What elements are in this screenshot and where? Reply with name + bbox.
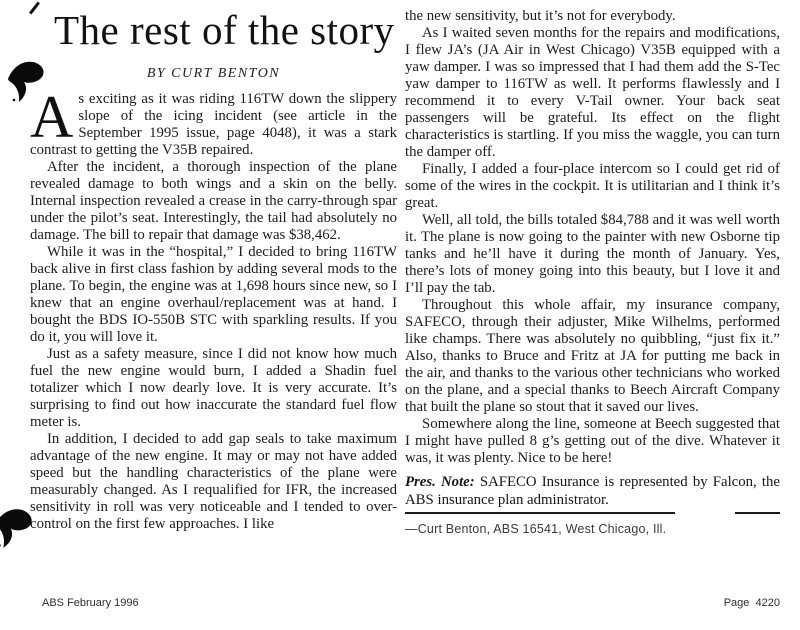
rule-segment — [735, 512, 780, 514]
paragraph: Finally, I added a four-place intercom so I could get rid of some of the wires in the cockpit. It is utilitarian and I think it’s great. — [405, 161, 780, 211]
left-column — [30, 6, 397, 533]
paragraph-text: s exciting as it was riding 116TW down the slippery slope of the icing incident (see article in the September 1995 issue, page 4048), it was a stark contrast to getting the V35B repaired. — [30, 91, 397, 158]
pres-note-label: Pres. Note: — [405, 474, 475, 490]
paragraph: Somewhere along the line, someone at Beech suggested that I might have pulled 8 g’s getting out of the dive. Whatever it was, it was plenty. Nice to be here! — [405, 416, 780, 466]
note-divider-rule — [405, 512, 780, 514]
pres-note — [405, 474, 780, 509]
paragraph: Well, all told, the bills totaled $84,788 and it was well worth it. The plane is now going to the painter with new Osborne tip tanks and he’ll have it during the month of January. Yes, there’s lots of money going into this beauty, but I love it and I’ll pay the tab. — [405, 212, 780, 296]
byline: BY CURT BENTON — [146, 66, 281, 81]
pres-note-text: SAFECO Insurance is represented by Falcon, the ABS insurance plan administrator. — [405, 474, 780, 508]
article-title: The rest of the story — [54, 7, 395, 53]
page-footer — [0, 597, 800, 609]
paragraph: While it was in the “hospital,” I decided to bring 116TW back alive in first class fashion by adding several mods to the plane. To begin, the engine was at 1,698 hours since new, so I knew that an engine overhaul/replacement was at hand. I bought the BDS IO-550B STC with sparkling results. If you do it, you will love it. — [30, 244, 397, 345]
paragraph: the new sensitivity, but it’s not for everybody. — [405, 8, 676, 24]
rule-segment — [405, 512, 675, 514]
paragraph: Throughout this whole affair, my insurance company, SAFECO, through their adjuster, Mike Wilhelms, performed like champs. There was absolutely no quibbling, “just fix it.” Also, thanks to Bruce and Fritz at JA for putting me back in the air, and thanks to the various other technicians who worked on the plane, and a special thanks to Beech Aircraft Company that built the plane so stout that it saved our lives. — [405, 297, 780, 415]
paragraph: In addition, I decided to add gap seals to take maximum advantage of the new engine. It may or may not have added speed but the handling characteristics of the plane were measurably changed. As I requalified for IFR, the increased sensitivity in roll was very noticeable and I tended to over-control on the first few approaches. I like — [30, 431, 397, 532]
footer-issue-label: ABS February 1996 — [42, 597, 139, 609]
right-column — [405, 8, 780, 536]
paragraph: After the incident, a thorough inspection of the plane revealed damage to both wings and a skin on the belly. Internal inspection revealed a crease in the carry-through spar under the pilot’s seat. Interestingly, the tail had absolutely no damage. The bill to repair that damage was $38,462. — [30, 159, 397, 243]
paragraph — [30, 84, 397, 159]
paragraph: Just as a safety measure, since I did not know how much fuel the new engine would burn, I added a Shadin fuel totalizer which I now dearly love. It is very accurate. It’s surprising to find out how inaccurate the standard fuel flow meter is. — [30, 346, 397, 430]
author-credit: —Curt Benton, ABS 16541, West Chicago, Ill. — [405, 522, 667, 536]
drop-cap: A — [30, 84, 74, 150]
paragraph: As I waited seven months for the repairs and modifications, I flew JA’s (JA Air in West Chicago) V35B equipped with a yaw damper. I was so impressed that I had them add the S-Tec yaw damper to 116TW as well. It performs flawlessly and I recommend it to every V-Tail owner. Your back seat passengers will be grateful. Its effect on the flight characteristics is startling. If you miss the waggle, you can turn the damper off. — [405, 25, 780, 160]
footer-page-number: Page 4220 — [723, 597, 780, 609]
